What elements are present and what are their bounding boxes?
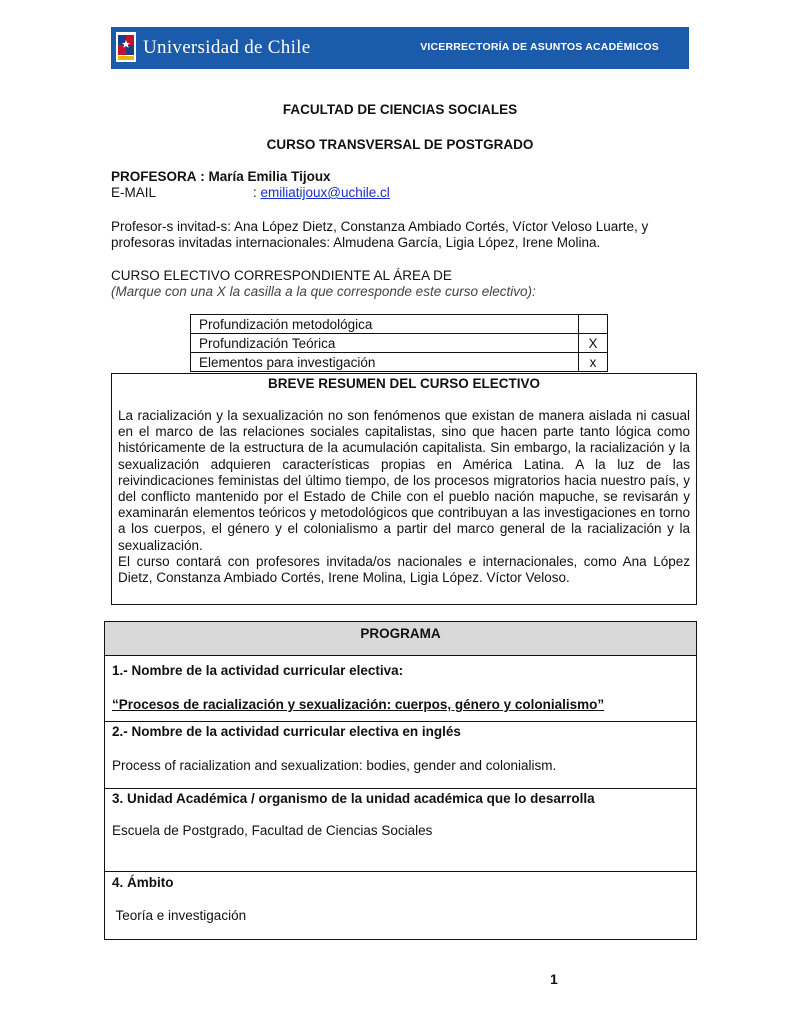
row3-unit: Escuela de Postgrado, Facultad de Ciencias Sociales (112, 823, 433, 838)
summary-paragraph-1: La racialización y la sexualización no son fenómenos que existan de manera aislada ni casual en el marco de las relaciones sociales capitalistas, sino que hacen parte tanto lógica como históricamente de la estructura de la acumulación capitalista. Sin embargo, la racialización y la sexualización adquieren características propias en América Latina. A la luz de las reivindicaciones feministas del último tiempo, de los procesos migratorios hacia nuestro país, y del conflicto mantenido por el Estado de Chile con el pueblo nación mapuche, se revisarán y examinarán elementos teóricos y metodológicos que contribuyan a las investigaciones en torno a los cuerpos, el género y el colonialismo a partir del marco general de la racialización y la sexualización. (118, 408, 690, 553)
area-row (191, 315, 608, 334)
area-row-mark[interactable]: X (579, 334, 608, 353)
email-colon: : (253, 185, 257, 200)
row4-scope: Teoría e investigación (112, 908, 247, 923)
row2-heading: 2.- Nombre de la actividad curricular electiva en inglés (112, 724, 461, 739)
summary-body (118, 408, 690, 586)
area-row-label: Elementos para investigación (191, 353, 579, 372)
area-row-label: Profundización metodológica (191, 315, 579, 334)
row4-heading: 4. Ámbito (112, 875, 174, 890)
university-name: Universidad de Chile (143, 37, 311, 58)
program-row-2 (105, 722, 696, 789)
area-row-mark[interactable] (579, 315, 608, 334)
program-row-4 (105, 872, 696, 939)
email-label: E-MAIL (111, 185, 157, 200)
email-line (253, 185, 390, 200)
area-row-label: Profundización Teórica (191, 334, 579, 353)
summary-box (111, 373, 697, 605)
area-table (190, 314, 608, 372)
guests-line-1: Profesor-s invitad-s: Ana López Dietz, Constanza Ambiado Cortés, Víctor Veloso Luarte, y (111, 219, 649, 234)
summary-paragraph-2: El curso contará con profesores invitada/os nacionales e internacionales, como Ana López Dietz, Constanza Ambiado Cortés, Irene Molina, Ligia López. Víctor Veloso. (118, 553, 690, 586)
header-banner (111, 27, 689, 69)
email-link[interactable]: emiliatijoux@uchile.cl (260, 185, 390, 200)
area-instruction: (Marque con una X la casilla a la que corresponde este curso electivo): (111, 284, 536, 299)
area-row-mark[interactable]: x (579, 353, 608, 372)
area-row (191, 353, 608, 372)
row1-heading: 1.- Nombre de la actividad curricular electiva: (112, 663, 404, 678)
professor-label: PROFESORA (111, 169, 197, 184)
faculty-title: FACULTAD DE CIENCIAS SOCIALES (282, 102, 518, 117)
university-crest-icon (115, 31, 137, 63)
program-table (104, 621, 697, 940)
area-row (191, 334, 608, 353)
professor-line (111, 169, 331, 184)
program-row-1 (105, 656, 696, 722)
professor-name: : María Emilia Tijoux (200, 169, 331, 184)
program-row-3 (105, 789, 696, 872)
guests-line-2: profesoras invitadas internacionales: Almudena García, Ligia López, Irene Molina. (111, 235, 601, 250)
page-number: 1 (550, 971, 558, 987)
summary-title: BREVE RESUMEN DEL CURSO ELECTIVO (267, 376, 541, 391)
area-heading: CURSO ELECTIVO CORRESPONDIENTE AL ÁREA DE (111, 268, 452, 283)
program-title: PROGRAMA (105, 622, 696, 656)
course-type-title: CURSO TRANSVERSAL DE POSTGRADO (266, 137, 534, 152)
row3-heading: 3. Unidad Académica / organismo de la unidad académica que lo desarrolla (112, 791, 595, 806)
row1-course-name: “Procesos de racialización y sexualización: cuerpos, género y colonialismo” (112, 697, 605, 712)
row2-english-name: Process of racialization and sexualization: bodies, gender and colonialism. (112, 758, 557, 773)
vicerrectoria-label: VICERRECTORÍA DE ASUNTOS ACADÉMICOS (420, 41, 659, 53)
